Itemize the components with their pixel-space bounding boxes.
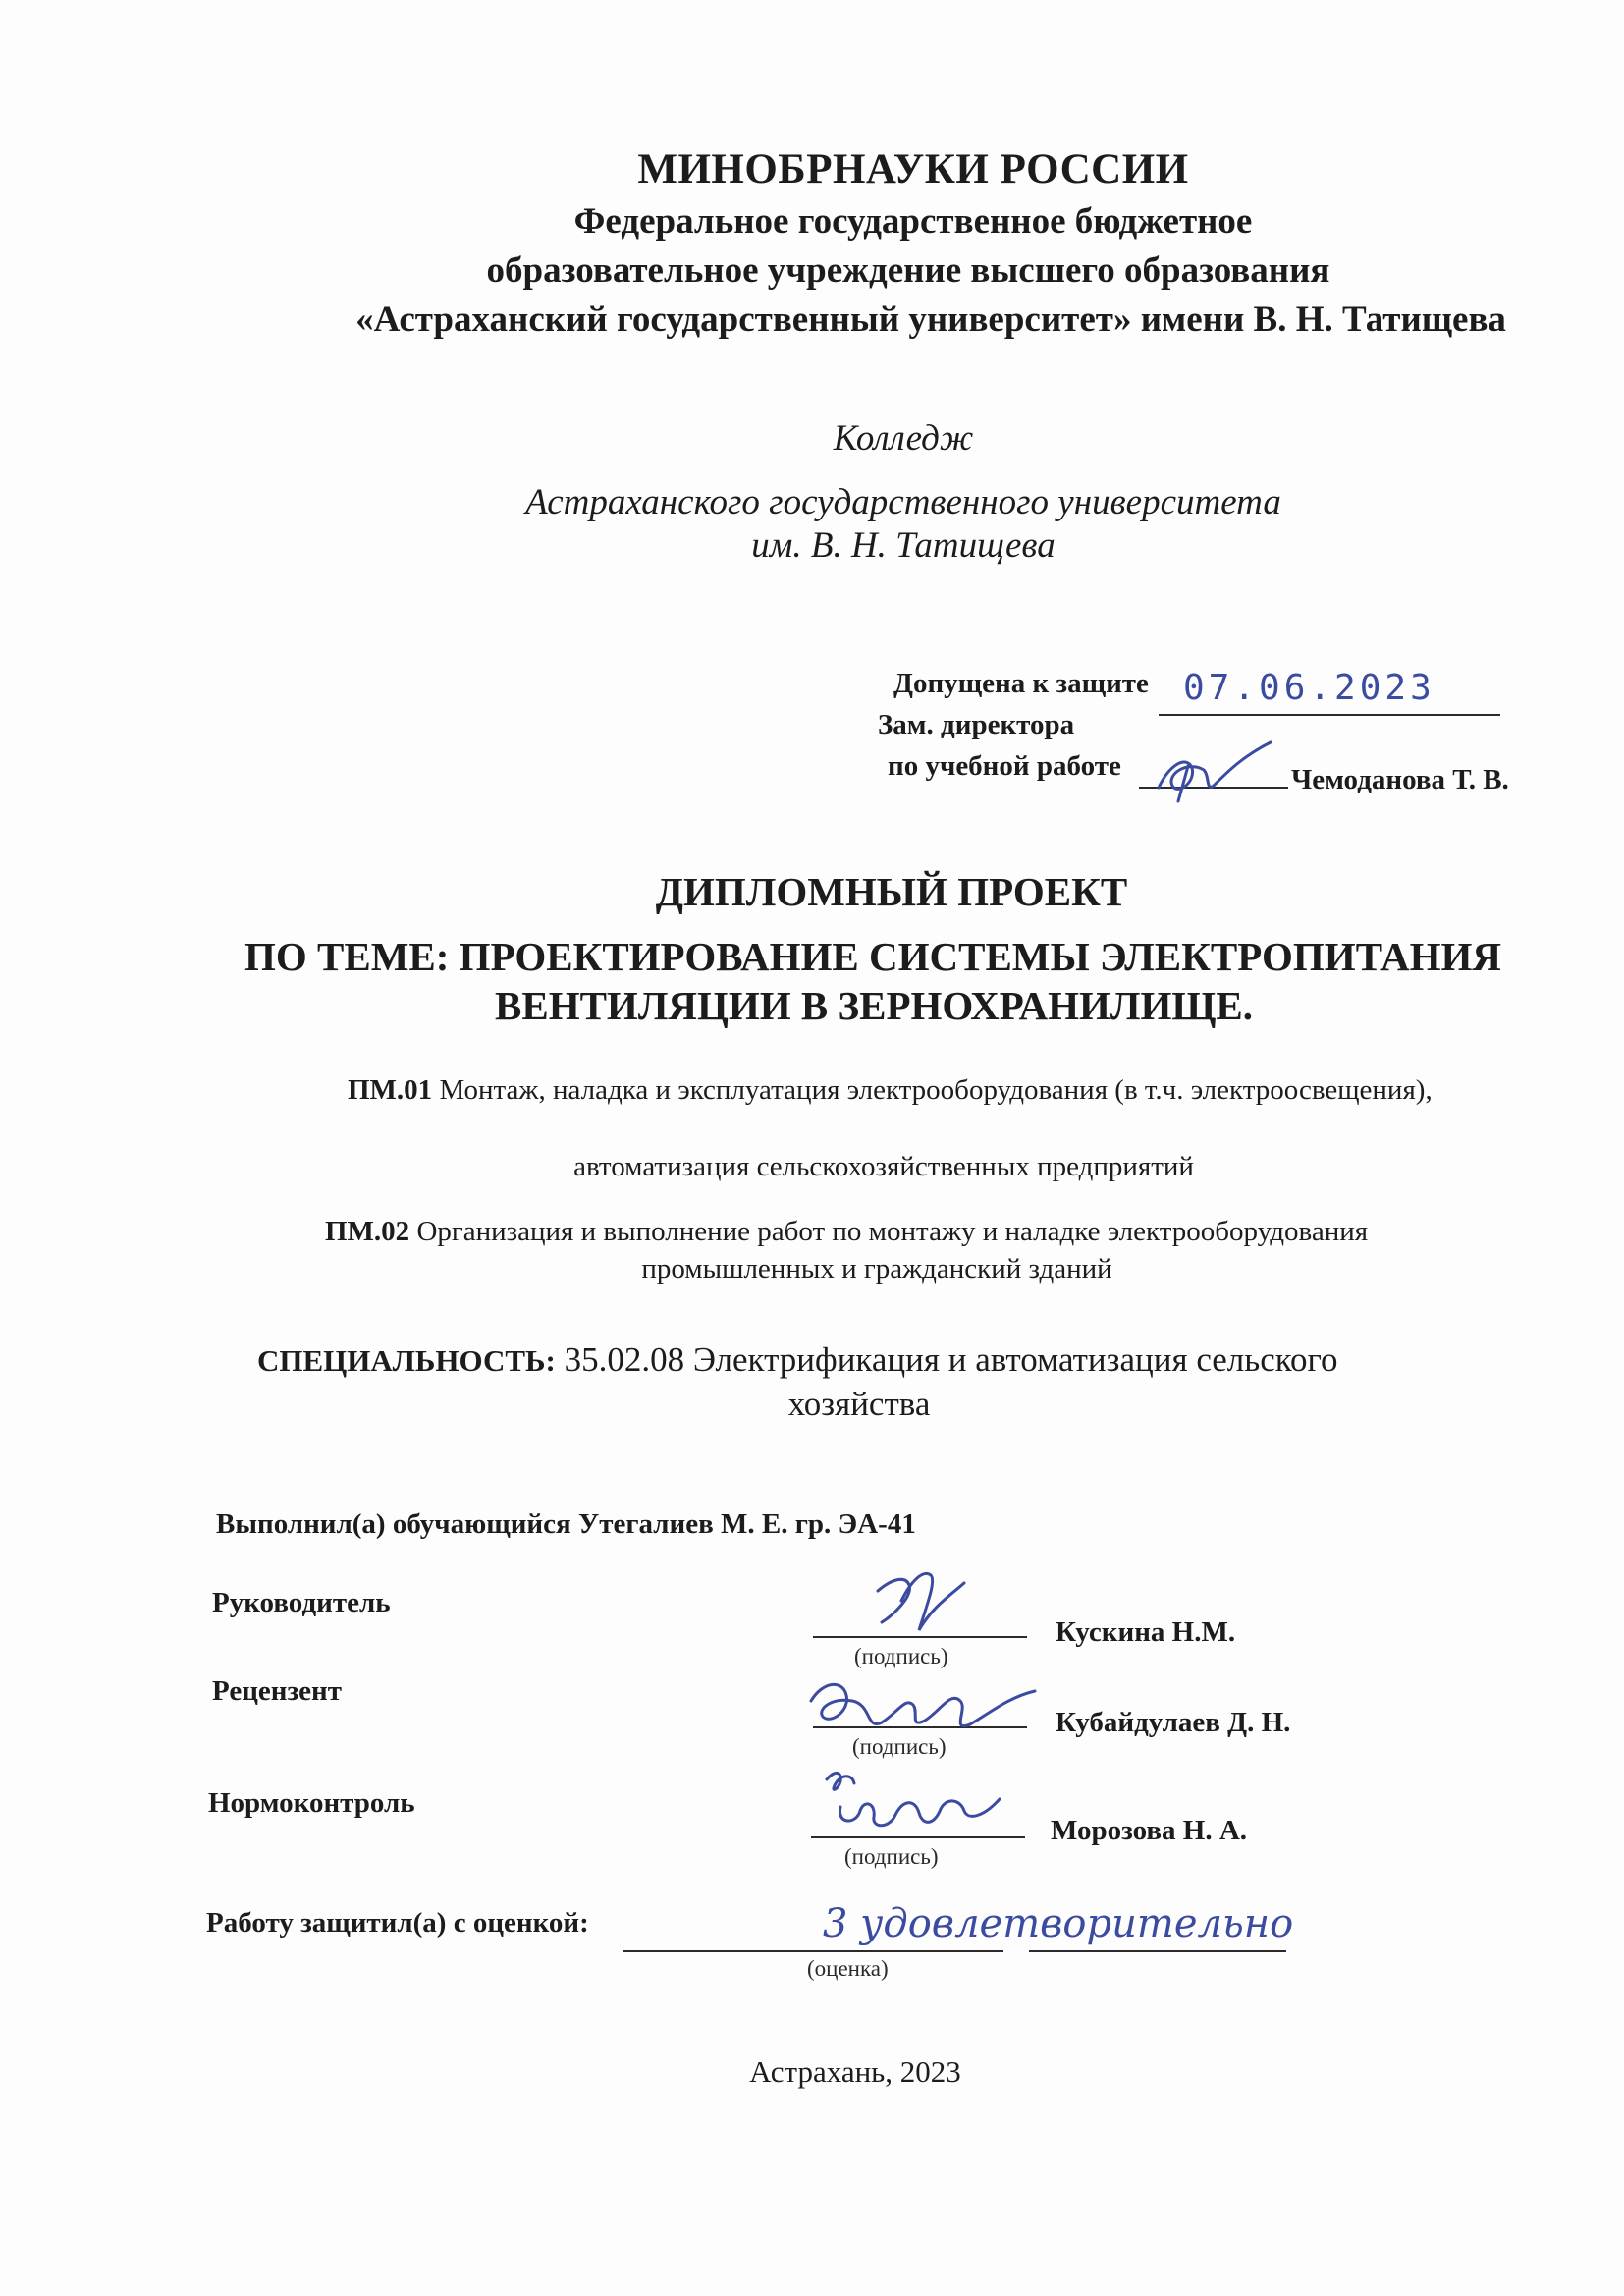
normcontrol-signature-caption: (подпись) [844,1844,939,1869]
institution-line-3: «Астраханский государственный университет» имени В. Н. Татищева [355,300,1506,340]
module-pm02-text-1: Организация и выполнение работ по монтажу и наладке электрооборудования [416,1216,1369,1247]
specialty-text-1: 35.02.08 Электрификация и автоматизация сельского [564,1340,1338,1379]
grade-caption: (оценка) [807,1956,889,1981]
module-pm02-code: ПМ.02 [325,1216,410,1247]
supervisor-signature-caption: (подпись) [854,1644,948,1668]
module-pm02-line-1 [325,1216,1368,1248]
grade-line-1 [623,1950,1003,1952]
ministry-title: МИНОБРНАУКИ РОССИИ [637,146,1189,192]
grade-handwritten: 3 удовлетворительно [823,1901,1294,1946]
city-year: Астрахань, 2023 [749,2054,961,2089]
admitted-date-line [1159,714,1500,716]
project-type-title: ДИПЛОМНЫЙ ПРОЕКТ [655,869,1128,914]
specialty-label: СПЕЦИАЛЬНОСТЬ: [257,1343,556,1378]
project-topic-line-2: ВЕНТИЛЯЦИИ В ЗЕРНОХРАНИЛИЩЕ. [495,983,1253,1028]
deputy-name: Чемоданова Т. В. [1291,764,1509,795]
project-topic-line-1: ПО ТЕМЕ: ПРОЕКТИРОВАНИЕ СИСТЕМЫ ЭЛЕКТРОПИТАНИЯ [244,934,1501,979]
academic-work-label: по учебной работе [888,750,1121,782]
normcontrol-label: Нормоконтроль [208,1787,415,1819]
deputy-director-label: Зам. директора [878,709,1075,740]
performer-line: Выполнил(а) обучающийся Утегалиев М. Е. гр. ЭА-41 [216,1508,916,1540]
specialty-line-1 [257,1340,1337,1380]
college-line-1: Колледж [833,418,974,459]
normcontrol-signature [817,1760,1033,1848]
module-pm01-line-2: автоматизация сельскохозяйственных предприятий [573,1151,1194,1182]
specialty-line-2: хозяйства [787,1385,931,1423]
module-pm02-line-2: промышленных и гражданский зданий [641,1253,1112,1285]
admitted-label: Допущена к защите [893,668,1149,699]
grade-label: Работу защитил(а) с оценкой: [206,1907,589,1939]
institution-line-2: образовательное учреждение высшего образования [486,250,1330,291]
college-line-2: Астраханского государственного университета [525,482,1281,522]
module-pm01-code: ПМ.01 [348,1074,433,1106]
institution-line-1: Федеральное государственное бюджетное [573,201,1253,242]
deputy-signature [1149,727,1286,805]
admitted-date-handwritten: 07.06.2023 [1183,668,1435,708]
reviewer-label: Рецензент [212,1675,342,1707]
supervisor-label: Руководитель [212,1587,391,1618]
supervisor-name: Кускина Н.М. [1056,1616,1236,1648]
normcontrol-name: Морозова Н. А. [1051,1815,1248,1846]
module-pm01-text-1: Монтаж, наладка и эксплуатация электрооборудования (в т.ч. электроосвещения), [439,1074,1433,1106]
college-line-3: им. В. Н. Татищева [751,525,1056,566]
reviewer-name: Кубайдулаев Д. Н. [1056,1707,1291,1738]
module-pm01-line-1 [348,1074,1433,1107]
reviewer-signature-caption: (подпись) [852,1734,947,1759]
supervisor-signature [862,1561,980,1650]
grade-line-2 [1029,1950,1286,1952]
